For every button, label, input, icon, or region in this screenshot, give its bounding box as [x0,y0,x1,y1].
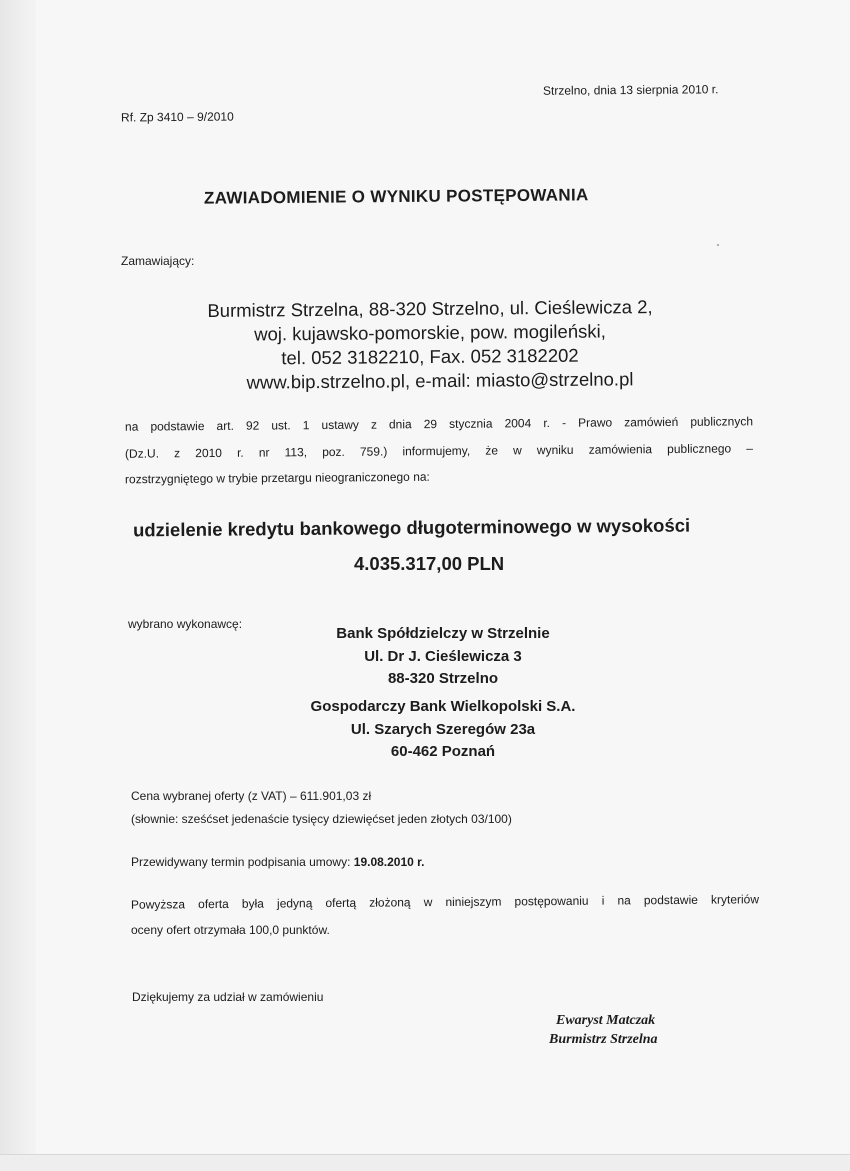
legal-basis-line-2: (Dz.U. z 2010 r. nr 113, poz. 759.) informujemy, że w wyniku zamówienia publicznego – [124,441,754,461]
contractor-2-street: Ul. Szarych Szeregów 23a [350,721,536,738]
signatory-name: Ewaryst Matczak [556,1013,656,1028]
place-date: Strzelno, dnia 13 sierpnia 2010 r. [542,82,719,98]
address-line-4: www.bip.strzelno.pl, e-mail: miasto@strzelno.pl [246,368,634,393]
order-subject: udzielenie kredytu bankowego długoterminowego w wysokości [132,514,691,541]
offer-note-line-2: oceny ofert otrzymała 100,0 punktów. [131,923,330,937]
contracting-authority-label: Zamawiający: [121,254,195,268]
legal-basis-line-3: rozstrzygniętego w trybie przetargu nieograniczonego na: [124,469,430,487]
thanks-text: Dziękujemy za udział w zamówieniu [132,990,324,1004]
contractor-1-city: 88-320 Strzelno [387,670,499,687]
signing-date-label: Przewidywany termin podpisania umowy: [131,855,354,869]
address-line-1: Burmistrz Strzelna, 88-320 Strzelno, ul. Cieślewicza 2, [207,296,653,321]
document-title: ZAWIADOMIENIE O WYNIKU POSTĘPOWANIA [203,185,589,208]
reference-number: Rf. Zp 3410 – 9/2010 [120,109,234,125]
contractor-2-name: Gospodarczy Bank Wielkopolski S.A. [310,698,576,715]
scan-edge-bottom [0,1154,850,1171]
offer-note-line-1: Powyższa oferta była jedyną ofertą złożoną w niniejszym postępowaniu i na podstawie kryteriów [130,892,760,912]
scan-speck [717,244,719,246]
order-amount: 4.035.317,00 PLN [354,553,505,574]
offer-price: Cena wybranej oferty (z VAT) – 611.901,03 zł [131,789,372,803]
contractor-1-name: Bank Spółdzielczy w Strzelnie [336,625,550,642]
contractor-label: wybrano wykonawcę: [128,617,243,631]
legal-basis-line-1: na podstawie art. 92 ust. 1 ustawy z dnia 29 stycznia 2004 r. - Prawo zamówień publicznych [124,414,754,434]
signatory-position: Burmistrz Strzelna [549,1032,658,1047]
scan-edge-left [0,0,36,1170]
contractor-1-street: Ul. Dr J. Cieślewicza 3 [364,648,522,665]
signing-date-line [131,856,425,868]
address-line-3: tel. 052 3182210, Fax. 052 3182202 [281,344,579,369]
address-line-2: woj. kujawsko-pomorskie, pow. mogileński, [254,320,606,345]
contractor-2-city: 60-462 Poznań [390,743,496,760]
signing-date-value: 19.08.2010 r. [353,855,425,869]
offer-price-words: (słownie: sześćset jedenaście tysięcy dziewięćset jeden złotych 03/100) [131,812,512,826]
